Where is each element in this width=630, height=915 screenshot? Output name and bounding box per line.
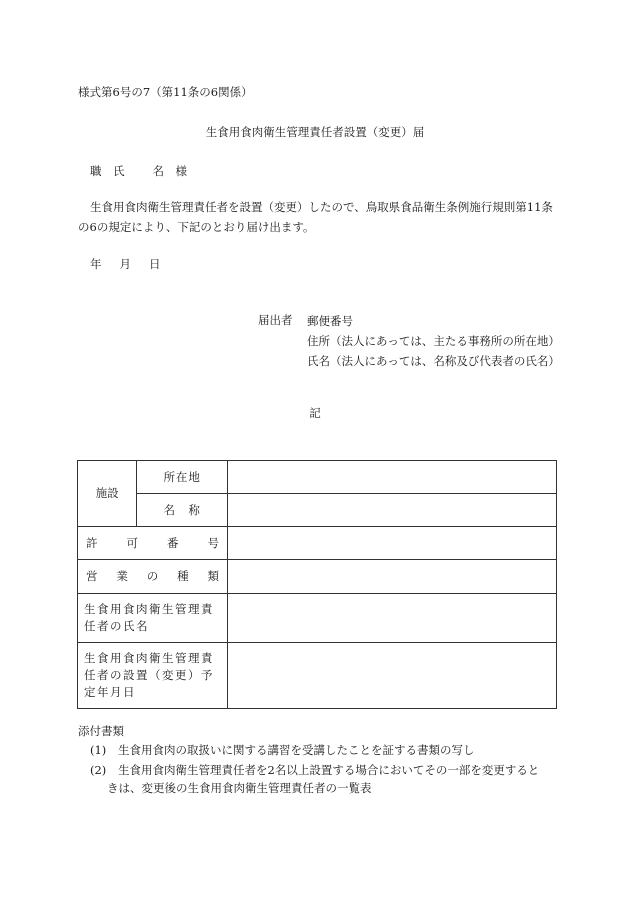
attachment-text-cont: きは、変更後の生食用食肉衛生管理責任者の一覧表 <box>107 781 372 795</box>
name-label: 名 称 <box>137 494 228 527</box>
business-type-label: 営業の種類 <box>78 560 228 594</box>
date-month: 月 <box>119 257 131 271</box>
manager-name-label: 生食用食肉衛生管理責任者の氏名 <box>78 594 228 643</box>
location-field[interactable] <box>228 461 557 494</box>
date-line <box>90 256 179 272</box>
attachment-item <box>90 741 560 759</box>
facility-label: 施設 <box>78 461 137 527</box>
date-day: 日 <box>149 257 161 271</box>
ki-heading: 記 <box>309 406 321 420</box>
install-date-field[interactable] <box>228 643 557 709</box>
name-field[interactable] <box>228 494 557 527</box>
notifier-details <box>307 312 560 370</box>
attachment-text: 生食用食肉衛生管理責任者を2名以上設置する場合においてその一部を変更すると <box>118 763 540 777</box>
facility-table <box>77 460 557 709</box>
form-id: 様式第6号の7（第11条の6関係） <box>78 85 253 99</box>
permit-number-label: 許可番号 <box>78 527 228 560</box>
notifier-label: 届出者 <box>258 313 293 327</box>
notifier-address: 住所（法人にあっては、主たる事務所の所在地） <box>307 334 560 348</box>
install-date-label: 生食用食肉衛生管理責任者の設置（変更）予定年月日 <box>78 643 228 709</box>
attachment-num: (2) <box>90 763 107 777</box>
permit-number-field[interactable] <box>228 527 557 560</box>
attachment-item <box>90 761 560 797</box>
notifier-name: 氏名（法人にあっては、名称及び代表者の氏名） <box>307 354 560 368</box>
notifier-postal: 郵便番号 <box>307 314 353 328</box>
attachment-num: (1) <box>90 743 107 757</box>
attachment-text: 生食用食肉の取扱いに関する講習を受講したことを証する書類の写し <box>118 743 475 757</box>
addressee <box>90 163 187 179</box>
addressee-part2: 名 様 <box>152 164 187 178</box>
date-year: 年 <box>90 257 102 271</box>
body-text: 生食用食肉衛生管理責任者を設置（変更）したので、鳥取県食品衛生条例施行規則第11条の6の規定により、下記のとおり届け出ます。 <box>78 200 553 234</box>
page-title: 生食用食肉衛生管理責任者設置（変更）届 <box>205 125 425 139</box>
business-type-field[interactable] <box>228 560 557 594</box>
addressee-part1: 職 氏 <box>90 164 125 178</box>
attachments-title: 添付書類 <box>78 724 124 738</box>
manager-name-field[interactable] <box>228 594 557 643</box>
location-label: 所在地 <box>137 461 228 494</box>
